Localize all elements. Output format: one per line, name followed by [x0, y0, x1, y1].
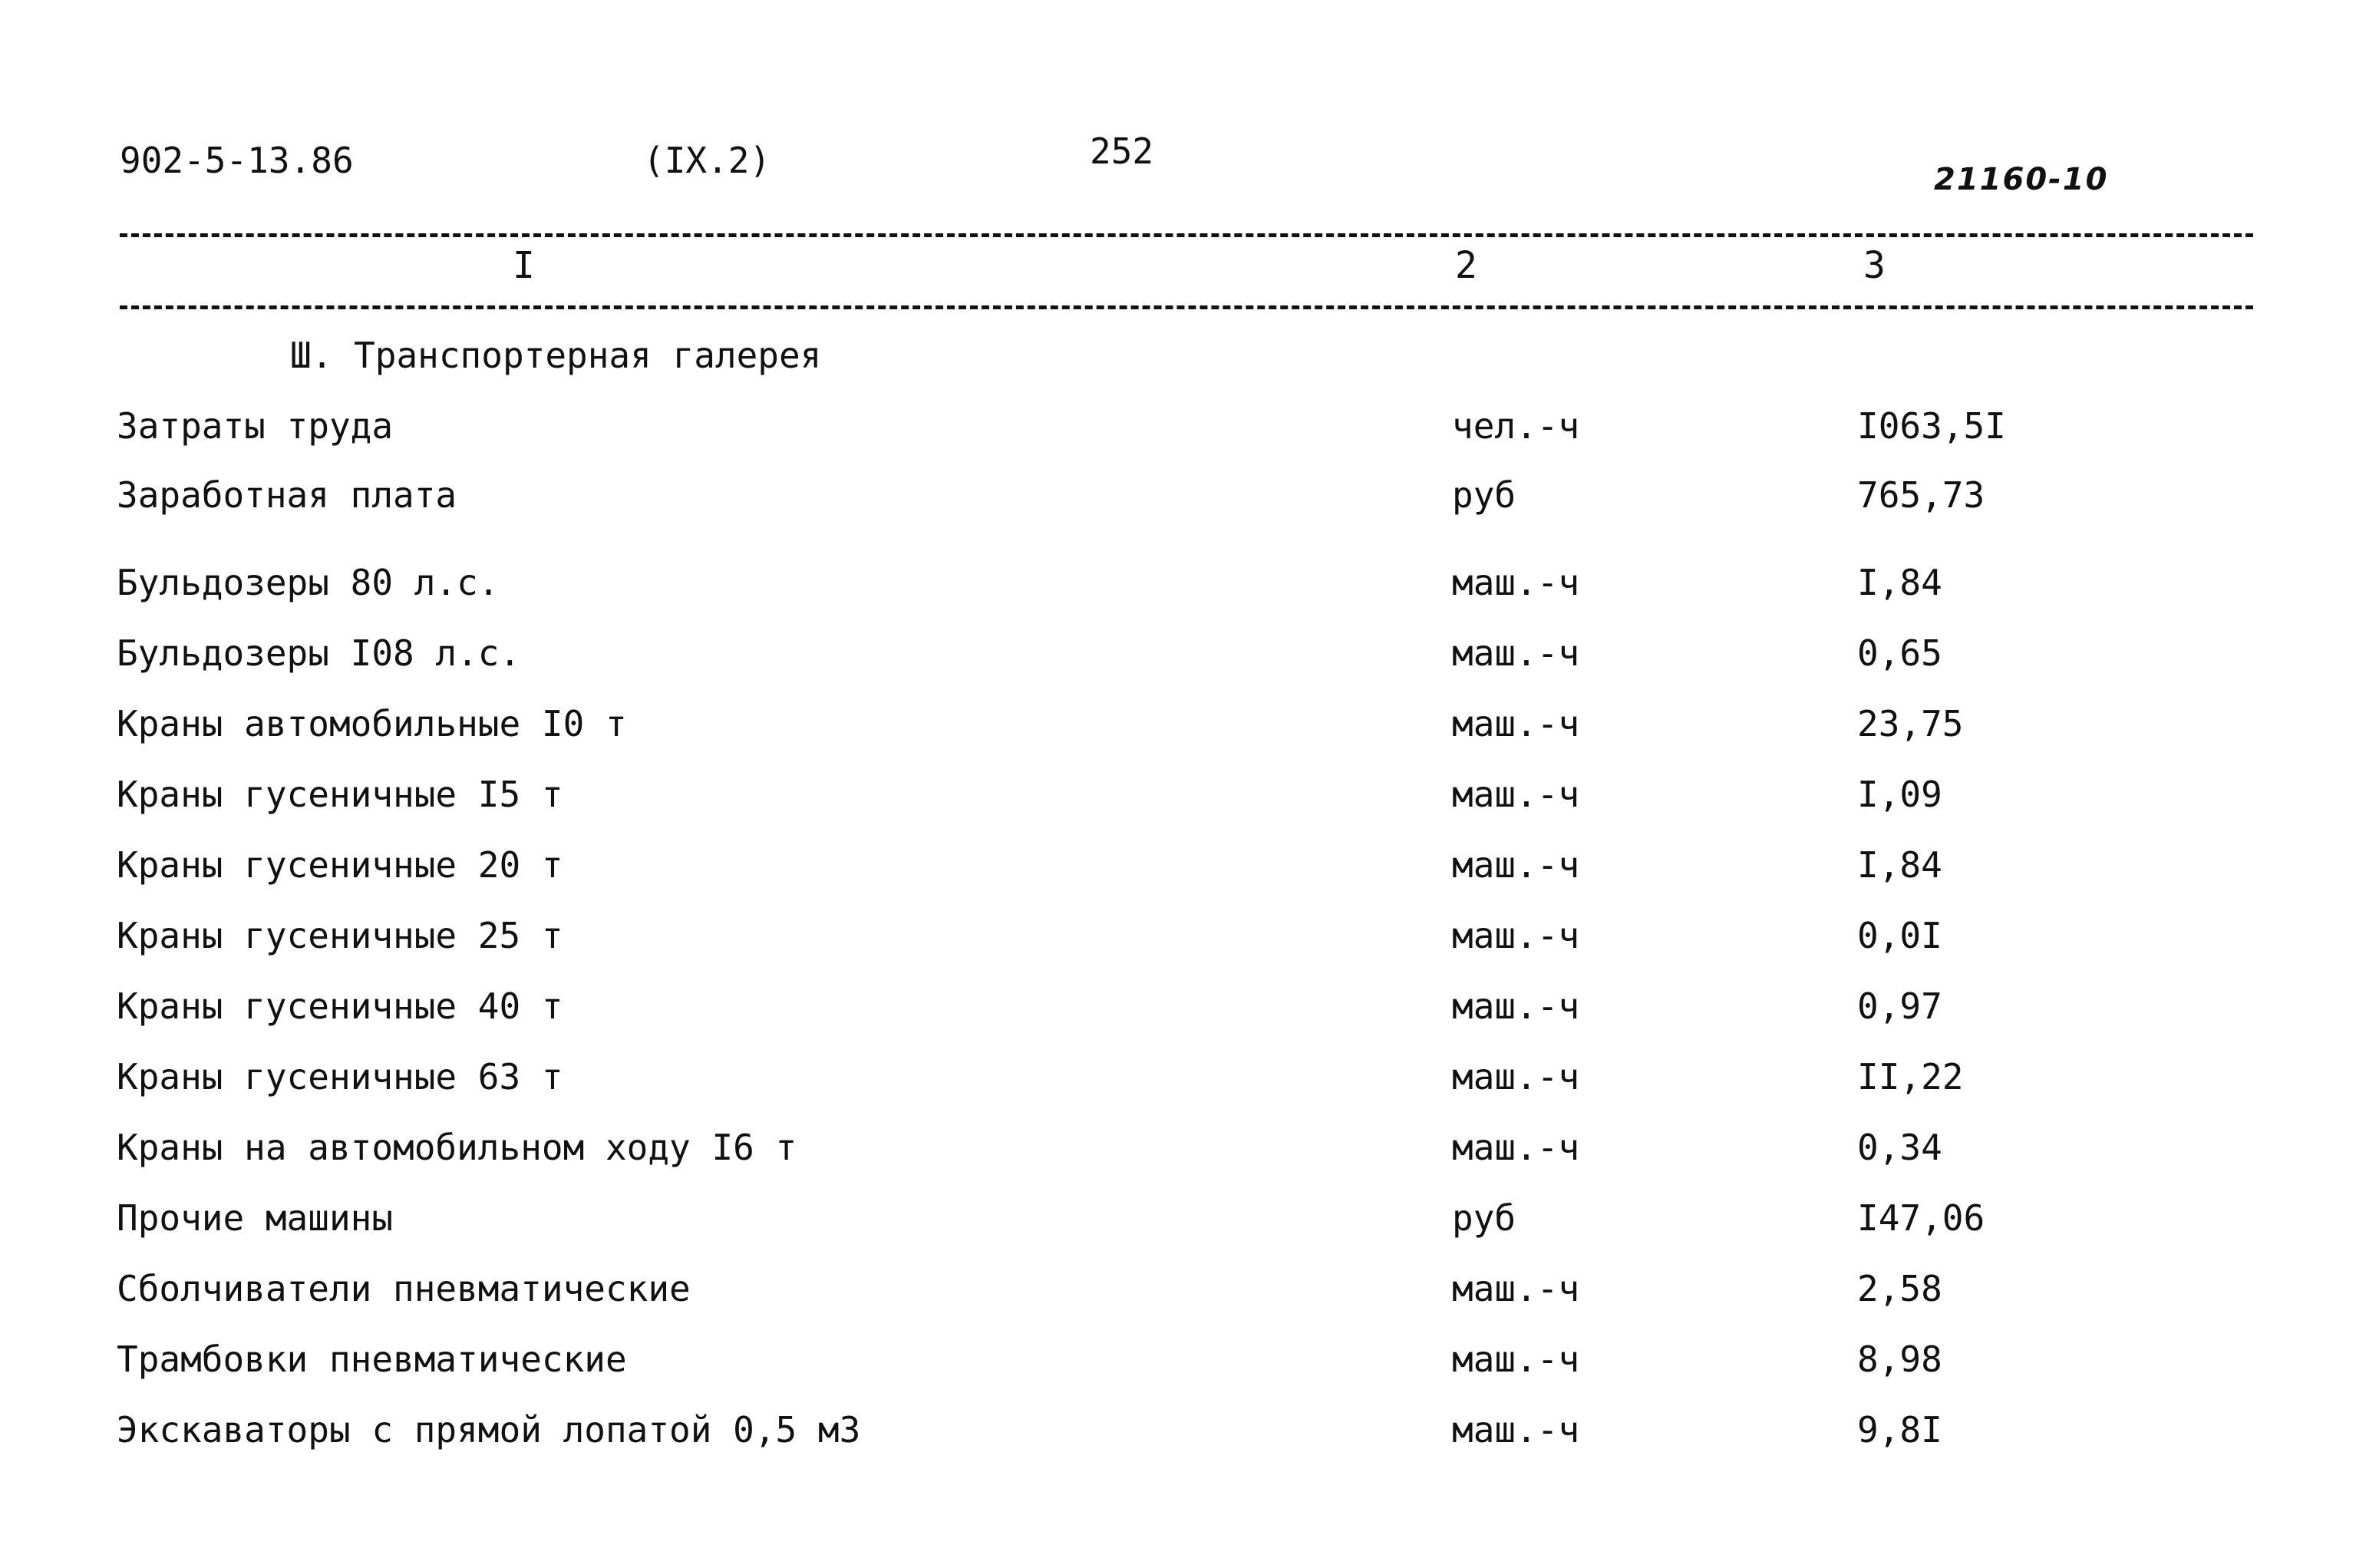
table-row — [0, 1197, 2356, 1246]
column-header-1: I — [513, 244, 535, 287]
row-name: Заработная плата — [117, 474, 457, 516]
table-row — [0, 1409, 2356, 1458]
row-value: 23,75 — [1857, 703, 1964, 744]
row-value: I,09 — [1857, 774, 1942, 815]
row-value: 0,34 — [1857, 1127, 1942, 1168]
page-number: 252 — [1090, 130, 1154, 172]
table-row — [0, 474, 2356, 523]
row-name: Краны гусеничные 63 т — [117, 1056, 563, 1098]
row-unit: маш.-ч — [1452, 1127, 1580, 1168]
row-name: Краны гусеничные 20 т — [117, 844, 563, 886]
document-code: 902-5-13.86 — [120, 140, 354, 181]
table-row — [0, 1339, 2356, 1388]
table-row — [0, 844, 2356, 893]
row-unit: маш.-ч — [1452, 632, 1580, 674]
row-value: I,84 — [1857, 562, 1942, 603]
row-value: II,22 — [1857, 1056, 1964, 1098]
row-value: I063,5I — [1857, 405, 2006, 447]
row-value: 0,97 — [1857, 985, 1942, 1027]
row-unit: чел.-ч — [1452, 405, 1580, 447]
row-name: Краны гусеничные 25 т — [117, 915, 563, 956]
table-row — [0, 1268, 2356, 1317]
column-header-2: 2 — [1455, 244, 1477, 287]
row-name: Краны гусеничные I5 т — [117, 774, 563, 815]
row-name: Краны на автомобильном ходу I6 т — [117, 1127, 797, 1168]
table-row — [0, 1056, 2356, 1105]
row-unit: маш.-ч — [1452, 562, 1580, 603]
row-name: Затраты труда — [117, 405, 394, 447]
row-unit: маш.-ч — [1452, 915, 1580, 956]
row-name: Бульдозеры I08 л.с. — [117, 632, 521, 674]
row-unit: маш.-ч — [1452, 774, 1580, 815]
section-title: Ш. Транспортерная галерея — [290, 335, 822, 376]
table-row — [0, 703, 2356, 752]
table-top-rule — [120, 233, 2253, 237]
row-name: Прочие машины — [117, 1197, 394, 1239]
row-value: 0,65 — [1857, 632, 1942, 674]
row-unit: маш.-ч — [1452, 1056, 1580, 1098]
section-code: (IX.2) — [643, 140, 771, 181]
row-value: 2,58 — [1857, 1268, 1942, 1309]
table-row — [0, 632, 2356, 682]
row-unit: маш.-ч — [1452, 703, 1580, 744]
column-header-3: 3 — [1863, 244, 1886, 287]
row-name: Краны гусеничные 40 т — [117, 985, 563, 1027]
row-unit: руб — [1452, 474, 1516, 516]
row-name: Бульдозеры 80 л.с. — [117, 562, 500, 603]
table-row — [0, 405, 2356, 454]
row-name: Сболчиватели пневматические — [117, 1268, 691, 1309]
table-row — [0, 915, 2356, 964]
row-unit: маш.-ч — [1452, 1409, 1580, 1451]
row-name: Экскаваторы с прямой лопатой 0,5 м3 — [117, 1409, 861, 1451]
table-row — [0, 1127, 2356, 1176]
row-value: 9,8I — [1857, 1409, 1942, 1451]
row-value: 0,0I — [1857, 915, 1942, 956]
table-header-rule — [120, 305, 2253, 309]
table-row — [0, 985, 2356, 1035]
row-name: Краны автомобильные I0 т — [117, 703, 627, 744]
row-unit: маш.-ч — [1452, 844, 1580, 886]
row-unit: маш.-ч — [1452, 985, 1580, 1027]
row-value: I47,06 — [1857, 1197, 1985, 1239]
row-value: 8,98 — [1857, 1339, 1942, 1380]
row-unit: маш.-ч — [1452, 1339, 1580, 1380]
table-row — [0, 774, 2356, 823]
row-value: I,84 — [1857, 844, 1942, 886]
row-unit: маш.-ч — [1452, 1268, 1580, 1309]
table-row — [0, 562, 2356, 611]
row-name: Трамбовки пневматические — [117, 1339, 627, 1380]
row-unit: руб — [1452, 1197, 1516, 1239]
row-value: 765,73 — [1857, 474, 1985, 516]
handwritten-stamp: 21160-10 — [1934, 162, 2109, 197]
